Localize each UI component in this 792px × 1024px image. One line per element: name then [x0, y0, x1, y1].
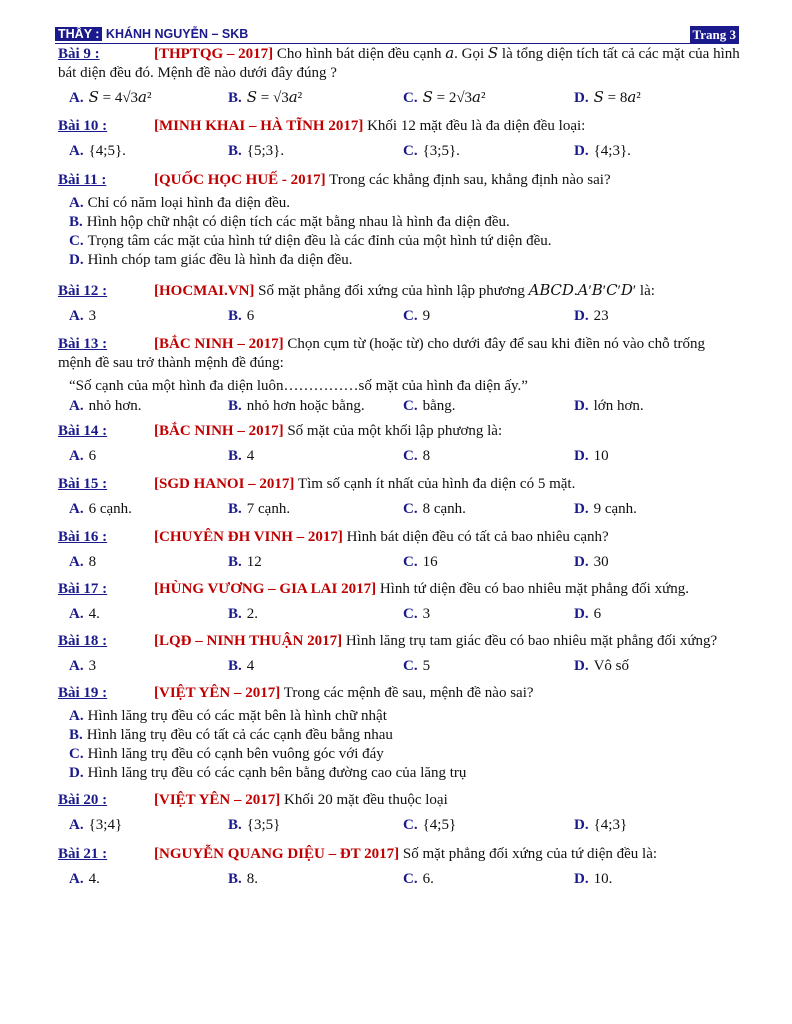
option-letter: B. [228, 308, 242, 324]
page-header [55, 26, 739, 44]
question-number: Bài 20 : [58, 792, 108, 808]
option-letter: A. [69, 817, 84, 833]
question [58, 335, 740, 416]
answer-option[interactable] [574, 604, 601, 624]
option-text: Hình lăng trụ đều có tất cả các cạnh đều bằng nhau [86, 727, 393, 743]
option-letter: A. [69, 143, 84, 159]
option-letter: C. [403, 308, 418, 324]
answer-option[interactable] [403, 446, 430, 466]
question-source: [CHUYÊN ĐH VINH – 2017] [154, 529, 343, 545]
option-text: 23 [593, 308, 609, 324]
option-text: nhỏ hơn. [88, 398, 142, 414]
question-text [58, 632, 740, 651]
option-text: Trọng tâm các mặt của hình tứ diện đều là các đỉnh của một hình tứ diện đều. [87, 233, 552, 249]
option-letter: B. [228, 448, 242, 464]
question [58, 282, 740, 326]
answer-option[interactable] [574, 306, 609, 326]
option-text: Hình lăng trụ đều có các cạnh bên bằng đường cao của lăng trụ [87, 765, 467, 781]
option-text: {3;5} [246, 817, 281, 833]
answer-options [58, 194, 740, 270]
option-text: 𝑆 = 8𝑎² [593, 90, 641, 106]
answer-option[interactable] [69, 446, 96, 466]
answer-option[interactable] [403, 552, 438, 572]
option-text: 4. [88, 871, 100, 887]
question-source: [BẮC NINH – 2017] [154, 336, 284, 352]
answer-option[interactable] [228, 88, 302, 108]
answer-options [58, 552, 740, 572]
question-source: [BẮC NINH – 2017] [154, 423, 284, 439]
question [58, 475, 740, 519]
option-letter: C. [403, 448, 418, 464]
option-letter: D. [574, 448, 589, 464]
question-body: Cho hình bát diện đều cạnh 𝑎. Gọi 𝑆 là tổng diện tích tất cả các mặt của hình bát diện đều đó. Mệnh đề nào dưới đây đúng ? [58, 46, 740, 81]
option-text: 16 [422, 554, 438, 570]
question-source: [HÙNG VƯƠNG – GIA LAI 2017] [154, 581, 377, 597]
option-text: 30 [593, 554, 609, 570]
option-text: 9 [422, 308, 431, 324]
option-letter: D. [574, 308, 589, 324]
option-text: {4;5} [422, 817, 457, 833]
option-text: 𝑆 = √3𝑎² [246, 90, 303, 106]
answer-options [58, 88, 740, 108]
option-text: 3 [422, 606, 431, 622]
answer-option[interactable] [228, 604, 258, 624]
question-number: Bài 15 : [58, 476, 108, 492]
option-letter: A. [69, 708, 84, 724]
option-letter: D. [574, 398, 589, 414]
answer-options [58, 707, 740, 783]
option-letter: D. [574, 658, 589, 674]
question-source: [MINH KHAI – HÀ TĨNH 2017] [154, 118, 364, 134]
answer-option[interactable] [58, 194, 740, 213]
question [58, 171, 740, 270]
option-letter: D. [574, 501, 589, 517]
option-text: 3 [88, 308, 97, 324]
question-text [58, 475, 740, 494]
answer-option[interactable] [69, 499, 132, 519]
answer-option[interactable] [58, 764, 740, 783]
question-body: Số mặt phẳng đối xứng của tứ diện đều là: [399, 846, 658, 862]
question-number: Bài 12 : [58, 283, 108, 299]
option-text: 4 [246, 448, 255, 464]
answer-options [58, 396, 740, 416]
answer-option[interactable] [228, 141, 284, 161]
question-number: Bài 11 : [58, 172, 107, 188]
answer-option[interactable] [403, 604, 430, 624]
answer-option[interactable] [403, 141, 460, 161]
option-letter: A. [69, 606, 84, 622]
option-letter: C. [403, 90, 418, 106]
answer-option[interactable] [574, 815, 627, 835]
answer-option[interactable] [69, 604, 100, 624]
question [58, 117, 740, 161]
option-letter: C. [403, 501, 418, 517]
option-text: {3;5}. [422, 143, 460, 159]
option-letter: C. [403, 554, 418, 570]
question-source: [LQĐ – NINH THUẬN 2017] [154, 633, 343, 649]
answer-option[interactable] [403, 499, 466, 519]
question-text [58, 528, 740, 547]
question-body: Số mặt của một khối lập phương là: [283, 423, 503, 439]
answer-option[interactable] [228, 499, 290, 519]
option-letter: D. [574, 871, 589, 887]
answer-option[interactable] [228, 396, 365, 416]
answer-option[interactable] [69, 88, 152, 108]
question-text [58, 684, 740, 703]
question [58, 580, 740, 624]
option-letter: A. [69, 448, 84, 464]
answer-options [58, 499, 740, 519]
answer-option[interactable] [69, 869, 100, 889]
question-text [58, 282, 740, 301]
question-number: Bài 17 : [58, 581, 108, 597]
option-text: 10. [593, 871, 613, 887]
question-source: [VIỆT YÊN – 2017] [154, 685, 281, 701]
option-text: 4 [246, 658, 255, 674]
option-text: 6. [422, 871, 434, 887]
option-letter: C. [403, 143, 418, 159]
option-letter: A. [69, 195, 84, 211]
option-letter: A. [69, 501, 84, 517]
answer-option[interactable] [228, 656, 254, 676]
answer-option[interactable] [69, 396, 142, 416]
option-letter: B. [228, 817, 242, 833]
answer-option[interactable] [228, 869, 258, 889]
answer-option[interactable] [403, 869, 434, 889]
answer-options [58, 604, 740, 624]
answer-option[interactable] [574, 552, 609, 572]
option-letter: C. [69, 233, 84, 249]
option-text: 4. [88, 606, 100, 622]
question-body: Khối 12 mặt đều là đa diện đều loại: [363, 118, 586, 134]
option-letter: B. [228, 606, 242, 622]
question-body: Hình lăng trụ tam giác đều có bao nhiêu mặt phẳng đối xứng? [342, 633, 718, 649]
question [58, 791, 740, 835]
answer-option[interactable] [574, 141, 631, 161]
answer-option[interactable] [69, 552, 96, 572]
option-text: 8 [422, 448, 431, 464]
option-text: 12 [246, 554, 262, 570]
option-letter: C. [403, 658, 418, 674]
question-text [58, 580, 740, 599]
answer-option[interactable] [228, 552, 262, 572]
option-text: bằng. [422, 398, 456, 414]
question-number: Bài 13 : [58, 336, 108, 352]
question-text [58, 171, 740, 190]
option-text: 6 [246, 308, 255, 324]
question [58, 632, 740, 676]
answer-option[interactable] [58, 726, 740, 745]
answer-option[interactable] [574, 446, 609, 466]
author-box: THẦY : [55, 27, 102, 41]
answer-option[interactable] [69, 306, 96, 326]
question-number: Bài 10 : [58, 118, 108, 134]
option-text: 6 cạnh. [88, 501, 132, 517]
answer-option[interactable] [574, 869, 612, 889]
question-text [58, 335, 740, 373]
option-letter: A. [69, 398, 84, 414]
option-letter: D. [574, 90, 589, 106]
option-letter: C. [403, 817, 418, 833]
question-body: Trong các khẳng định sau, khẳng định nào sai? [325, 172, 611, 188]
answer-options [58, 141, 740, 161]
answer-option[interactable] [69, 656, 96, 676]
option-text: Hình lăng trụ đều có cạnh bên vuông góc với đáy [87, 746, 384, 762]
option-text: 8 [88, 554, 97, 570]
question-number: Bài 21 : [58, 846, 108, 862]
option-text: {4;5}. [88, 143, 126, 159]
option-letter: D. [574, 817, 589, 833]
option-text: Chỉ có năm loại hình đa diện đều. [87, 195, 291, 211]
option-letter: A. [69, 658, 84, 674]
option-letter: A. [69, 871, 84, 887]
question [58, 684, 740, 783]
option-letter: B. [69, 727, 83, 743]
author-label [55, 26, 248, 43]
question-body: Tìm số cạnh ít nhất của hình đa diện có 5 mặt. [294, 476, 576, 492]
answer-option[interactable] [58, 745, 740, 764]
option-text: 𝑆 = 4√3𝑎² [88, 90, 152, 106]
option-text: {3;4} [88, 817, 123, 833]
answer-option[interactable] [403, 656, 430, 676]
answer-option[interactable] [58, 707, 740, 726]
question-source: [SGD HANOI – 2017] [154, 476, 295, 492]
answer-option[interactable] [58, 232, 740, 251]
option-letter: B. [228, 398, 242, 414]
option-text: 5 [422, 658, 431, 674]
option-letter: A. [69, 554, 84, 570]
answer-option[interactable] [403, 815, 456, 835]
answer-option[interactable] [228, 446, 254, 466]
option-letter: B. [69, 214, 83, 230]
option-letter: A. [69, 308, 84, 324]
option-letter: C. [403, 398, 418, 414]
option-text: {4;3}. [593, 143, 631, 159]
question-body: Hình tứ diện đều có bao nhiêu mặt phẳng đối xứng. [376, 581, 689, 597]
answer-option[interactable] [574, 396, 644, 416]
question-number: Bài 14 : [58, 423, 108, 439]
answer-option[interactable] [574, 88, 641, 108]
option-text: 9 cạnh. [593, 501, 637, 517]
question-source: [THPTQG – 2017] [154, 46, 274, 62]
option-text: Hình chóp tam giác đều là hình đa diện đều. [87, 252, 353, 268]
question-number: Bài 16 : [58, 529, 108, 545]
answer-option[interactable] [403, 396, 456, 416]
option-text: 6 [88, 448, 97, 464]
option-text: {5;3}. [246, 143, 285, 159]
answer-option[interactable] [58, 251, 740, 270]
option-letter: D. [69, 765, 84, 781]
question-text [58, 791, 740, 810]
option-letter: D. [69, 252, 84, 268]
answer-option[interactable] [574, 499, 637, 519]
option-text: lớn hơn. [593, 398, 644, 414]
option-text: Hình lăng trụ đều có các mặt bên là hình chữ nhật [87, 708, 387, 724]
answer-options [58, 656, 740, 676]
option-letter: D. [574, 143, 589, 159]
question [58, 422, 740, 466]
answer-option[interactable] [228, 815, 280, 835]
option-text: 6 [593, 606, 602, 622]
option-text: nhỏ hơn hoặc bằng. [246, 398, 365, 414]
question-text [58, 845, 740, 864]
question-body: Khối 20 mặt đều thuộc loại [280, 792, 448, 808]
option-letter: B. [228, 554, 242, 570]
option-text: {4;3} [593, 817, 628, 833]
question [58, 845, 740, 889]
option-letter: B. [228, 143, 242, 159]
question-source: [HOCMAI.VN] [154, 283, 255, 299]
option-text: 10 [593, 448, 609, 464]
question [58, 528, 740, 572]
answer-option[interactable] [228, 306, 254, 326]
answer-options [58, 815, 740, 835]
option-text: Vô số [593, 658, 630, 674]
option-text: 3 [88, 658, 97, 674]
answer-options [58, 306, 740, 326]
option-text: 8 cạnh. [422, 501, 466, 517]
answer-option[interactable] [58, 213, 740, 232]
answer-options [58, 869, 740, 889]
answer-option[interactable] [69, 141, 126, 161]
answer-option[interactable] [69, 815, 122, 835]
question [58, 45, 740, 108]
option-letter: C. [403, 606, 418, 622]
answer-option[interactable] [574, 656, 629, 676]
question-body: Trong các mệnh đề sau, mệnh đề nào sai? [280, 685, 534, 701]
option-text: 8. [246, 871, 259, 887]
option-letter: D. [574, 606, 589, 622]
author-name: KHÁNH NGUYỄN – SKB [105, 27, 249, 41]
answer-option[interactable] [403, 88, 486, 108]
option-letter: B. [228, 658, 242, 674]
option-letter: D. [574, 554, 589, 570]
option-text: 𝑆 = 2√3𝑎² [422, 90, 486, 106]
question-source: [VIỆT YÊN – 2017] [154, 792, 281, 808]
question-text [58, 45, 740, 83]
option-text: Hình hộp chữ nhật có diện tích các mặt bằng nhau là hình đa diện đều. [86, 214, 510, 230]
option-letter: A. [69, 90, 84, 106]
question-number: Bài 9 : [58, 46, 100, 62]
question-source: [NGUYỄN QUANG DIỆU – ĐT 2017] [154, 846, 400, 862]
question-body: Hình bát diện đều có tất cả bao nhiêu cạnh? [342, 529, 609, 545]
question-body: Số mặt phẳng đối xứng của hình lập phương 𝐴𝐵𝐶𝐷.𝐴′𝐵′𝐶′𝐷′ là: [254, 283, 655, 299]
question-source: [QUỐC HỌC HUẾ - 2017] [154, 172, 326, 188]
option-letter: B. [228, 501, 242, 517]
option-text: 7 cạnh. [246, 501, 291, 517]
question-number: Bài 18 : [58, 633, 108, 649]
fill-in-statement: “Số cạnh của một hình đa diện luôn……………số mặt của hình đa diện ấy.” [69, 378, 528, 394]
option-letter: C. [403, 871, 418, 887]
answer-options [58, 446, 740, 466]
question-text [58, 117, 740, 136]
question-number: Bài 19 : [58, 685, 108, 701]
option-text: 2. [246, 606, 259, 622]
question-list [58, 45, 740, 899]
question-body: Chọn cụm từ (hoặc từ) cho dưới đây để sau khi điền nó vào chỗ trống mệnh đề sau trở thành mệnh đề đúng: [58, 336, 705, 371]
option-letter: B. [228, 871, 242, 887]
page-number: Trang 3 [690, 26, 739, 43]
question-text [58, 422, 740, 441]
answer-option[interactable] [403, 306, 430, 326]
option-letter: B. [228, 90, 242, 106]
option-letter: C. [69, 746, 84, 762]
